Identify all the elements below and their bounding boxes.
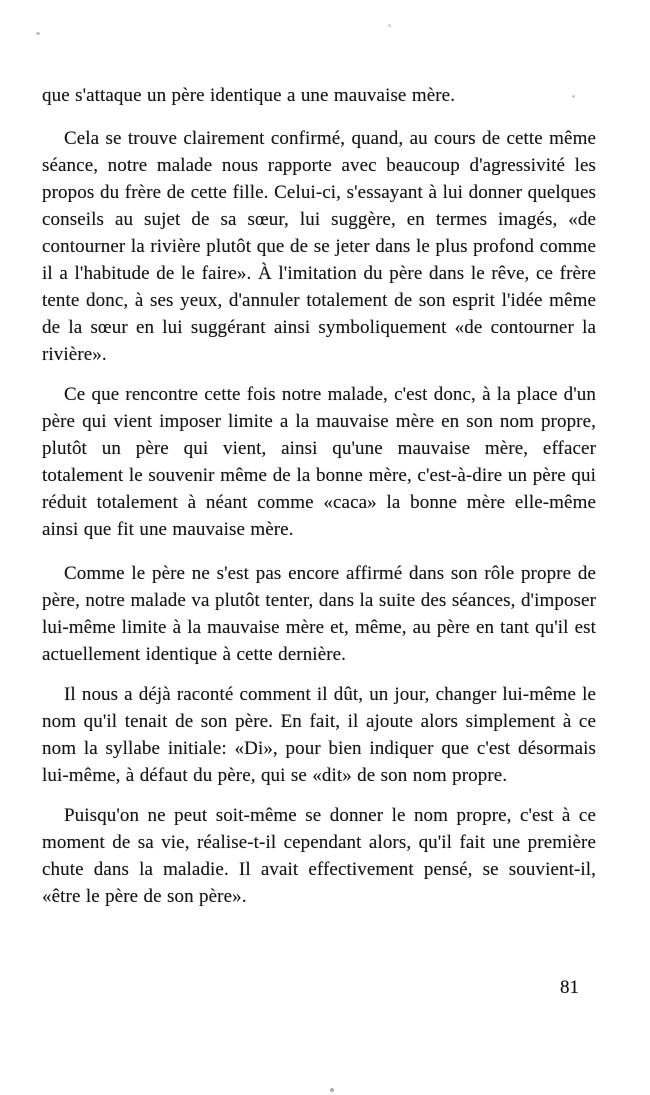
paragraph: Cela se trouve clairement confirmé, quand, au cours de cette même séance, notre malade nous rapporte avec beaucoup d'agressivité les propos du frère de cette fille. Celui-ci, s'essayant à lui donner quelques conseils au sujet de sa sœur, lui suggère, en termes imagés, «de contourner la rivière plutôt que de se jeter dans le plus profond comme il a l'habitude de le faire». À l'imitation du père dans le rêve, ce frère tente donc, à ses yeux, d'annuler totalement de son esprit l'idée même de la sœur en lui suggérant ainsi symboliquement «de contourner la rivière». [42,128,596,365]
paragraph: Puisqu'on ne peut soit-même se donner le nom propre, c'est à ce moment de sa vie, réalise-t-il cependant alors, qu'il fait une première chute dans la maladie. Il avait effectivement pensé, se souvient-il, «être le père de son père». [42,805,596,907]
paragraph-continuation: que s'attaque un père identique a une mauvaise mère. [42,85,456,106]
paragraph: Ce que rencontre cette fois notre malade, c'est donc, à la place d'un père qui vient imposer limite a la mauvaise mère en son nom propre, plutôt un père qui vient, ainsi qu'une mauvaise mère, effacer totalement le souvenir même de la bonne mère, c'est-à-dire un père qui réduit totalement à néant comme «caca» la bonne mère elle-même ainsi que fit une mauvaise mère. [42,384,596,540]
page-number: 81 [560,977,579,998]
scan-speck [330,1088,334,1092]
text-block [42,82,596,923]
scan-speck [388,24,391,27]
paragraph-section-start: Comme le père ne s'est pas encore affirmé dans son rôle propre de père, notre malade va plutôt tenter, dans la suite des séances, d'imposer lui-même limite à la mauvaise mère et, même, au père en tant qu'il est actuellement identique à cette dernière. [42,563,596,665]
scan-speck [572,95,575,98]
scan-speck [36,32,40,35]
paragraph: Il nous a déjà raconté comment il dût, un jour, changer lui-même le nom qu'il tenait de son père. En fait, il ajoute alors simplement à ce nom la syllabe initiale: «Di», pour bien indiquer que c'est désormais lui-même, à défaut du père, qui se «dit» de son nom propre. [42,684,596,786]
